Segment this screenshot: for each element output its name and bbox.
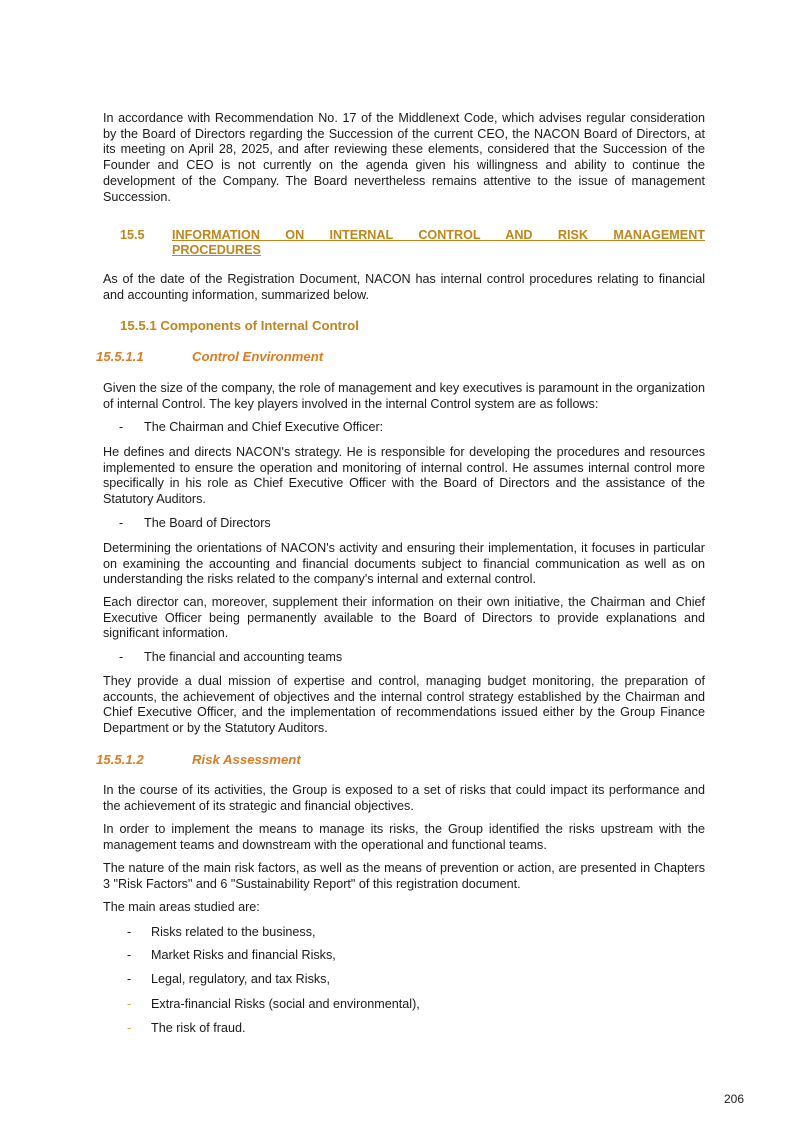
bullet-dash: -	[119, 650, 124, 664]
bullet-dash: -	[119, 516, 124, 530]
page-number: 206	[724, 1092, 745, 1106]
list-item-label: The Chairman and Chief Executive Officer:	[144, 420, 384, 434]
risk-identification-paragraph: In order to implement the means to manage its risks, the Group identified the risks upstream with the management teams and downstream with the operational and functional teams.	[103, 822, 705, 852]
finance-teams-paragraph: They provide a dual mission of expertise and control, managing budget monitoring, the preparation of accounts, the achievement of objectives and the internal control strategy established by the Chairman and Chief Executive Officer, and the implementation of recommendations issued either by the Group Finance Department or by the Statutory Auditors.	[103, 674, 705, 736]
risk-assessment-title: Risk Assessment	[192, 752, 301, 767]
key-players-paragraph: Given the size of the company, the role of management and key executives is paramount in the organization of internal Control. The key players involved in the internal Control system are as follows:	[103, 381, 705, 411]
risks-exposure-paragraph: In the course of its activities, the Group is exposed to a set of risks that could impact its performance and the achievement of its strategic and financial objectives.	[103, 783, 705, 813]
subsection-title: 15.5.1 Components of Internal Control	[120, 318, 359, 333]
intro-paragraph: As of the date of the Registration Document, NACON has internal control procedures relating to financial and accounting information, summarized below.	[103, 272, 705, 302]
list-item-label: The Board of Directors	[144, 516, 271, 530]
section-title-continued: PROCEDURES	[172, 243, 261, 257]
control-environment-number: 15.5.1.1	[96, 349, 144, 364]
risk-factors-paragraph: The nature of the main risk factors, as well as the means of prevention or action, are presented in Chapters 3 "Risk Factors" and 6 "Sustainability Report" of this registration document.	[103, 861, 705, 891]
director-paragraph: Each director can, moreover, supplement their information on their own initiative, the Chairman and Chief Executive Officer being permanently available to the Board of Directors to provide explanations and significant information.	[103, 595, 705, 641]
bullet-dash: -	[127, 997, 132, 1011]
main-areas-intro: The main areas studied are:	[103, 900, 260, 914]
chairman-paragraph: He defines and directs NACON's strategy. He is responsible for developing the procedures and resources implemented to ensure the operation and monitoring of internal control. He assumes internal control more specifically in his role as Chief Executive Officer with the Board of Directors and the assistance of the Statutory Auditors.	[103, 445, 705, 507]
risk-assessment-number: 15.5.1.2	[96, 752, 144, 767]
section-number: 15.5	[120, 228, 145, 242]
section-title: INFORMATION ON INTERNAL CONTROL AND RISK MANAGEMENT	[172, 228, 705, 242]
list-item-label: Risks related to the business,	[151, 925, 316, 939]
list-item-label: Extra-financial Risks (social and environmental),	[151, 997, 420, 1011]
list-item-label: Market Risks and financial Risks,	[151, 948, 336, 962]
bullet-dash: -	[127, 925, 132, 939]
bullet-dash: -	[127, 972, 132, 986]
list-item-label: The risk of fraud.	[151, 1021, 246, 1035]
succession-paragraph: In accordance with Recommendation No. 17 of the Middlenext Code, which advises regular consideration by the Board of Directors regarding the Succession of the current CEO, the NACON Board of Directors, at its meeting on April 28, 2025, and after reviewing these elements, considered that the Succession of the Founder and CEO is not currently on the agenda given his willingness and ability to continue the development of the Company. The Board nevertheless remains attentive to the issue of management Succession.	[103, 111, 705, 204]
bullet-dash: -	[127, 1021, 132, 1035]
list-item-label: The financial and accounting teams	[144, 650, 343, 664]
list-item-label: Legal, regulatory, and tax Risks,	[151, 972, 330, 986]
board-paragraph: Determining the orientations of NACON's activity and ensuring their implementation, it focuses in particular on examining the accounting and financial documents subject to financial communication as well as on understanding the risks related to the company's internal and external control.	[103, 541, 705, 587]
bullet-dash: -	[127, 948, 132, 962]
control-environment-title: Control Environment	[192, 349, 324, 364]
bullet-dash: -	[119, 420, 124, 434]
